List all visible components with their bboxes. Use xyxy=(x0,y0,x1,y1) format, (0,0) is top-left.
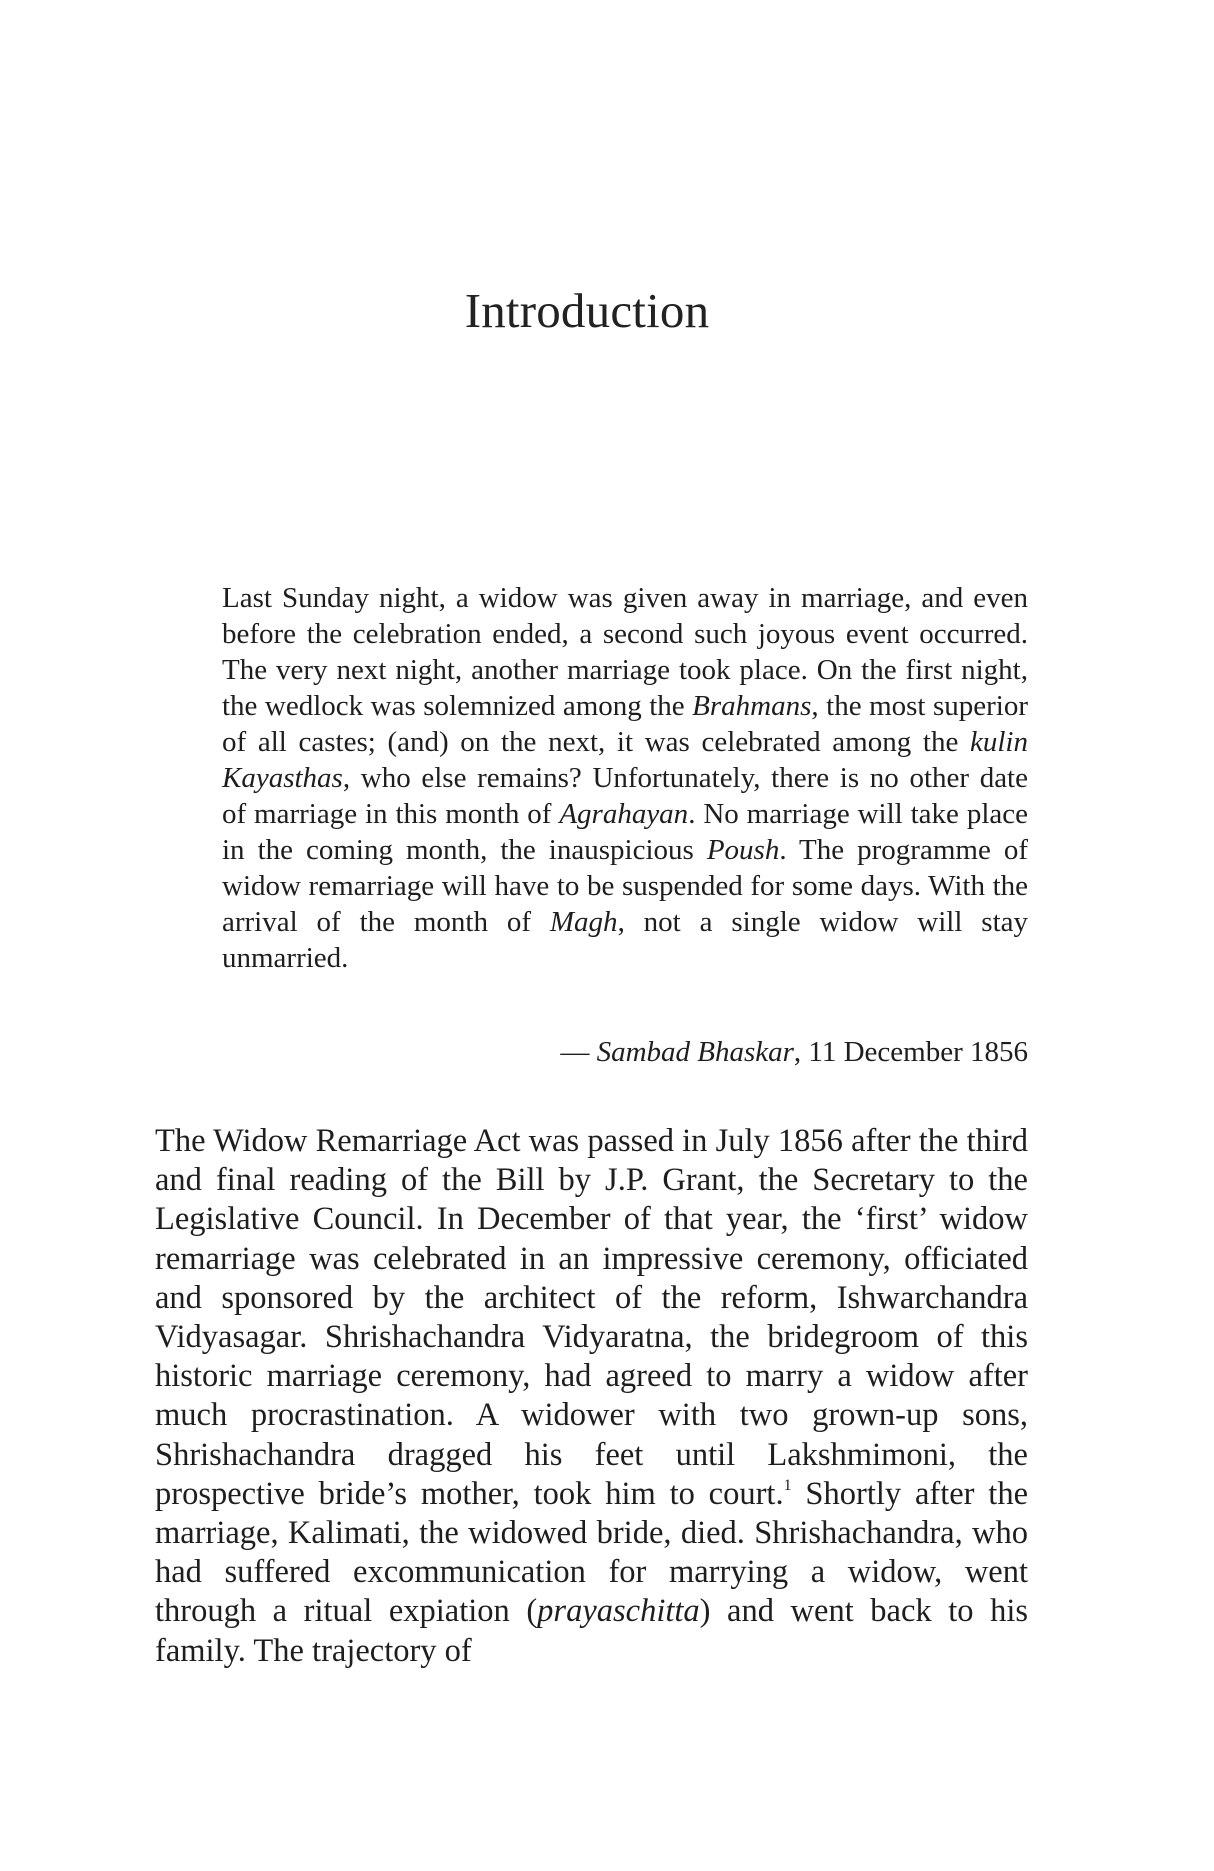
attribution-date: , 11 December 1856 xyxy=(793,1036,1028,1068)
epigraph-text-part: , not a single widow will stay unmarried. xyxy=(222,906,1029,974)
body-text xyxy=(155,1122,1028,1671)
body-text-part: Shortly after the marriage, Kalimati, the widowed bride, died. Shrishachandra, who had suffered excommunication for marrying a widow, went through a ritual expiation ( xyxy=(155,1475,1028,1630)
epigraph-text-part: . No marriage will take place in the coming month, the inauspicious xyxy=(222,798,1028,866)
epigraph-italic-term: kulin Kayasthas xyxy=(222,726,1028,794)
attribution-source: Sambad Bhaskar xyxy=(596,1036,794,1068)
body-italic-term: prayaschitta xyxy=(537,1593,700,1630)
epigraph xyxy=(222,580,1028,976)
epigraph-text xyxy=(222,580,1028,976)
epigraph-text-part: Last Sunday night, a widow was given away in marriage, and even before the celebration ended, a second such joyous event occurred. The very next night, another marriage took place. On the first night, the wedlock was solemnized among the xyxy=(222,582,1028,722)
epigraph-text-part: , the most superior of all castes; (and) on the next, it was celebrated among the xyxy=(222,690,1028,758)
epigraph-italic-term: Magh xyxy=(549,906,618,938)
epigraph-attribution xyxy=(222,1034,1028,1070)
attribution-dash: — xyxy=(560,1036,597,1068)
chapter-title: Introduction xyxy=(464,283,710,338)
body-text-part: The Widow Remarriage Act was passed in July 1856 after the third and final reading of the Bill by J.P. Grant, the Secretary to the Legislative Council. In December of that year, the ‘first’ widow remarriage was celebrated in an impressive ceremony, officiated and sponsored by the architect of the reform, Ishwarchandra Vidyasagar. Shrishachandra Vidyaratna, the bridegroom of this historic marriage ceremony, had agreed to marry a widow after much procrastination. A widower with two grown-up sons, Shrishachandra dragged his feet until Lakshmimoni, the prospective bride’s mother, took him to court. xyxy=(155,1123,1028,1512)
epigraph-italic-term: Brahmans xyxy=(692,690,812,722)
epigraph-text-part: , who else remains? Unfortunately, there is no other date of marriage in this month of xyxy=(222,762,1028,830)
epigraph-text-part: . The programme of widow remarriage will have to be suspended for some days. With the arrival of the month of xyxy=(222,834,1028,938)
footnote-marker: 1 xyxy=(783,1476,792,1494)
epigraph-italic-term: Poush xyxy=(706,834,780,866)
body-paragraph xyxy=(155,1122,1028,1671)
epigraph-italic-term: Agrahayan xyxy=(559,798,689,830)
body-text-part: ) and went back to his family. The trajectory of xyxy=(155,1593,1028,1669)
